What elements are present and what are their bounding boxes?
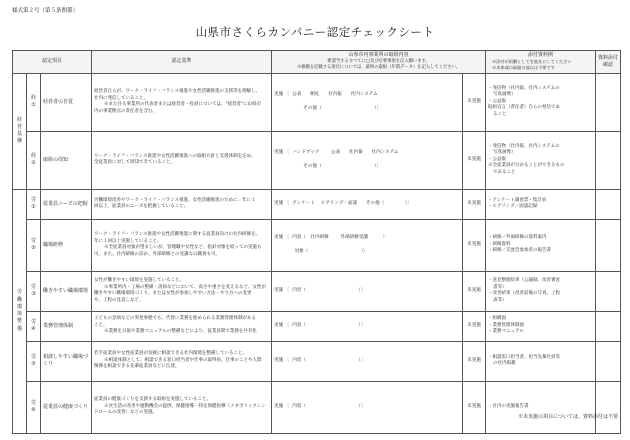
not-implemented-option[interactable]: 未実施	[463, 131, 486, 189]
implementation-line: 実施 〔 内容（ ）〕	[274, 322, 366, 328]
standard-line: 年に１回以上実施していること。	[94, 238, 162, 244]
standard-text	[92, 381, 272, 433]
item-number-part: ③	[31, 291, 36, 298]
attachment-line: ・業務マニュアル	[488, 329, 524, 335]
table-row	[13, 219, 621, 271]
item-number-part: ①	[31, 204, 36, 211]
implementation-line: 実施 〔 アンケート ヒアリング・面談 その他（ ）〕	[274, 200, 412, 206]
standard-line: 若手従業員や女性従業員が気軽に相談できる社内環境を整備していること。	[94, 351, 248, 357]
standard-line: 回以上、従業員のニーズを把握していること。	[94, 204, 189, 210]
implementation-field[interactable]	[272, 219, 463, 271]
footnote: ※未実施の項目については、資料添付は不要	[518, 414, 618, 420]
attachment-line: ・相談窓口担当者、担当先輩社員等	[488, 354, 561, 360]
header-standard: 認定基準	[92, 51, 272, 74]
standard-text	[92, 311, 272, 341]
item-number-part: ⑥	[31, 407, 36, 414]
table-row	[13, 189, 621, 219]
standard-line: 全従業員に対して周知できていること。	[94, 160, 176, 166]
attachment-confirm-cell[interactable]	[596, 271, 621, 311]
attachment-line: ・ヒアリング／面談記録	[488, 204, 538, 210]
item-number-part: 労	[30, 399, 36, 406]
item-name: 従業員の健康づくり	[41, 381, 92, 433]
category-char: 働	[16, 296, 22, 303]
category-char: 環	[16, 303, 22, 310]
attachment-confirm-cell[interactable]	[596, 381, 621, 433]
item-number-part: 労	[30, 318, 36, 325]
standard-line: ドロームの改善）などの実施。	[94, 410, 158, 416]
implementation-line	[274, 242, 460, 249]
standard-line: ※事業所内・工場の整備・清掃などにおいて、高さや重さを変えるなど、女性が	[104, 284, 266, 290]
attachment-line: ・研修資料	[488, 241, 511, 247]
implementation-line	[274, 99, 460, 106]
attachment-line: の社内掲載	[493, 361, 516, 367]
item-name: 業務管理体制	[41, 311, 92, 341]
standard-line: 子どもの急病などの突発事態でも、代替に業務を進められる業務管理体制がある	[94, 316, 257, 322]
category-label	[13, 73, 27, 189]
standard-line: 働きやすい職場環境づくり。または女性が参加しやすい方法・やり方への変更	[94, 291, 252, 297]
attachment-line: 表等）	[493, 297, 507, 303]
header-content	[272, 51, 486, 74]
attachment-confirm-cell[interactable]	[596, 341, 621, 381]
category-label	[13, 189, 27, 433]
standard-line: 従業員の健康づくりを支援する取組を実施していること。	[94, 397, 212, 403]
attachment-line: ・発信物（社内報、社内システムの	[488, 143, 560, 149]
header-content-title: 山県市内事業所の取組内容	[348, 52, 409, 58]
attachment-line: ・研修／外部研修の資料案内	[488, 235, 547, 241]
standard-line: 社内に発信していること。	[94, 95, 149, 101]
implementation-line: 実施 〔 ハンドブック 公表 社内報 社内システム	[274, 150, 399, 156]
attachment-confirm-cell[interactable]	[596, 73, 621, 131]
item-name: 職場研修	[41, 219, 92, 271]
item-number-part: 労	[30, 283, 36, 290]
checklist-table	[12, 50, 621, 434]
implementation-field[interactable]	[272, 189, 463, 219]
attachment-examples	[486, 131, 596, 189]
not-implemented-option[interactable]: 未実施	[463, 189, 486, 219]
item-number	[27, 219, 41, 271]
implementation-field[interactable]	[272, 73, 463, 131]
implementation-field[interactable]	[272, 271, 463, 311]
item-number	[27, 381, 41, 433]
header-content-sub2: ※根拠を記載する項目については、最終の取組（年間データ）を記入してください。	[296, 65, 461, 71]
attachment-line: ・意見整理結果（公議録、改善審査	[488, 278, 561, 284]
attachment-line: であること	[493, 169, 516, 175]
implementation-line: その他（ ）〕	[274, 163, 382, 169]
header-item: 認定項目	[13, 51, 92, 74]
standard-line: 内の事業拠点の責任者を含む。	[94, 108, 158, 114]
item-number	[27, 73, 41, 131]
item-number	[27, 131, 41, 189]
item-number-part: ②	[31, 160, 36, 167]
form-number: 様式第２号（第５条関係）	[12, 8, 79, 14]
standard-line: 可。また、社内研修の詳か、外部研修との受講なの職義も可。	[94, 251, 221, 257]
not-implemented-option[interactable]: 未実施	[463, 219, 486, 271]
item-number-part: ①	[31, 102, 36, 109]
item-number-part: ④	[31, 326, 36, 333]
standard-line: こと。	[94, 322, 108, 328]
attachment-line: ・組織図	[488, 316, 507, 322]
attachment-line: ※全従業員が分かることができるもの	[488, 163, 565, 169]
standard-line: ワーク・ライフ・バランス推進や女性活躍推進への取組方針と支援体制を定め、	[94, 153, 256, 159]
table-row	[13, 311, 621, 341]
item-number-part: 労	[30, 353, 36, 360]
standard-line: ワーク・ライフ・バランス推進や女性活躍推進に関する従業員向けの社内研修を、	[94, 232, 261, 238]
implementation-field[interactable]	[272, 341, 463, 381]
header-docs	[486, 51, 596, 74]
attachment-line: ること	[493, 111, 507, 117]
attachment-line: ・公益報	[488, 98, 507, 104]
standard-text	[92, 341, 272, 381]
standard-line: ※相談体制として、相談できる窓口担当者や仕事の取得員、仕事のことや人間	[104, 357, 262, 363]
header-confirm: 資料添付確認	[596, 51, 621, 74]
category-char: 盤	[16, 138, 22, 145]
attachment-line: 取組宣言（責任者）自らの発信であ	[488, 105, 561, 111]
implementation-line: 実施 〔 内容（ 社内研修 外部研修受講 ）	[274, 235, 388, 241]
implementation-line: 実施 〔 公表 朝礼 社内報 社内システム	[274, 92, 378, 98]
standard-text	[92, 131, 272, 189]
attachment-examples	[486, 381, 596, 433]
category-char: 基	[16, 131, 22, 138]
standard-text	[92, 189, 272, 219]
category-char: 経	[16, 116, 22, 123]
attachment-line: 写真画像）	[493, 150, 516, 156]
attachment-line: ・発信物（社内報、社内システムの	[488, 85, 560, 91]
attachment-confirm-cell[interactable]	[596, 189, 621, 219]
standard-line: ※全従業員対象が望ましいが、管理職や女性など、指針対象を絞っての実施も	[104, 245, 262, 251]
implementation-line: その他（ ）〕	[274, 105, 382, 111]
category-char: 境	[16, 311, 22, 318]
implementation-field[interactable]	[272, 311, 463, 341]
header-docs-sub1: ※添付が困難としてを他社にしてください	[492, 59, 572, 65]
not-implemented-option[interactable]: 未実施	[463, 73, 486, 131]
standard-line: ※また住る事業所の代表者または経営者・役員については、"経営者"に山県市	[104, 102, 262, 108]
item-number	[27, 311, 41, 341]
attachment-line: ・公益報	[488, 156, 507, 162]
item-name: 従業員ニーズの把握	[41, 189, 92, 219]
standard-line: 女性が働きやすい環境を実施していること。	[94, 278, 185, 284]
item-number	[27, 271, 41, 311]
table-row	[13, 271, 621, 311]
implementation-line: 実施 〔 内容（ ）〕	[274, 287, 366, 293]
attachment-line: ・業務管理体制図	[488, 322, 525, 328]
standard-line: ※業務を日報や業務マニュアルの整備などにより、従業員間で業務を共有化	[104, 329, 257, 335]
item-number-part: ⑤	[31, 361, 36, 368]
header-docs-sub2: ※本体或の取組の他以は不要です	[492, 65, 555, 71]
attachment-examples	[486, 189, 596, 219]
standard-line: 労働環境改善やワーク・ライフ・バランス推進、女性活躍推進のために、年に１	[94, 197, 256, 203]
item-number-part: 労	[30, 237, 36, 244]
attachment-line: ・アンケート調査票・集計表	[488, 197, 547, 203]
implementation-line: 実施 〔 内容（ ）〕	[274, 403, 366, 409]
table-row	[13, 381, 621, 433]
attachment-examples	[486, 73, 596, 131]
standard-line: ※食生活の改善や運動機会の提供、保健指導・特定保健指導（メタボリックシン	[104, 403, 266, 409]
not-implemented-option[interactable]: 未実施	[463, 311, 486, 341]
item-number	[27, 189, 41, 219]
implementation-field[interactable]	[272, 381, 463, 433]
category-char: 営	[16, 123, 22, 130]
attachment-line: ・改善結果（改善前後の写真、工程	[488, 291, 561, 297]
standard-text	[92, 219, 272, 271]
table-row	[13, 131, 621, 189]
table-row	[13, 73, 621, 131]
attachment-line: 写真画像）	[493, 92, 516, 98]
attachment-examples	[486, 219, 596, 271]
attachment-examples	[486, 311, 596, 341]
header-content-sub1: 要請当するすべてに□及び必要事項を記入願います。	[327, 59, 430, 65]
category-char: 備	[16, 325, 22, 332]
implementation-line: 実施 〔 内容（ ）〕	[274, 357, 366, 363]
not-implemented-option[interactable]: 未実施	[463, 341, 486, 381]
standard-text	[92, 73, 272, 131]
attachment-examples	[486, 271, 596, 311]
attachment-line: ・研修／交流会参加者の報告書	[488, 248, 552, 254]
attachment-line: ・社内の実施報告書	[488, 403, 529, 409]
item-name: 働きやすい職場環境	[41, 271, 92, 311]
item-name: 経営者の自覚	[41, 73, 92, 131]
item-number-part: 経	[30, 152, 36, 159]
attachment-confirm-cell[interactable]	[596, 219, 621, 271]
standard-line: 経営者自らが、ワーク・ライフ・バランス推進や女性活躍推進の支援等を理解し、	[94, 89, 261, 95]
implementation-line	[274, 157, 460, 164]
header-docs-title: 添付資料例	[528, 52, 554, 59]
item-number-part: ②	[31, 245, 36, 252]
standard-line: や、工程の見直しなど。	[94, 297, 144, 303]
implementation-field[interactable]	[272, 131, 463, 189]
not-implemented-option[interactable]: 未実施	[463, 381, 486, 433]
category-char: 整	[16, 318, 22, 325]
item-number-part: 労	[30, 196, 36, 203]
table-row	[13, 341, 621, 381]
item-name: 相談しやすい職場づくり	[41, 341, 92, 381]
item-number	[27, 341, 41, 381]
document-title: 山県市さくらカンパニー認定チェックシート	[195, 25, 435, 39]
standard-text	[92, 271, 272, 311]
not-implemented-option[interactable]: 未実施	[463, 271, 486, 311]
implementation-line: 対象（ ）〕	[274, 248, 368, 254]
standard-line: 関係を相談できる先輩従業員などに伝達。	[94, 364, 180, 370]
category-char: 労	[16, 289, 22, 296]
item-number-part: 経	[30, 94, 36, 101]
header-row	[13, 51, 621, 74]
item-name: 取組の周知	[41, 131, 92, 189]
attachment-confirm-cell[interactable]	[596, 131, 621, 189]
attachment-line: 書等）	[493, 284, 507, 290]
attachment-examples	[486, 341, 596, 381]
attachment-confirm-cell[interactable]	[596, 311, 621, 341]
